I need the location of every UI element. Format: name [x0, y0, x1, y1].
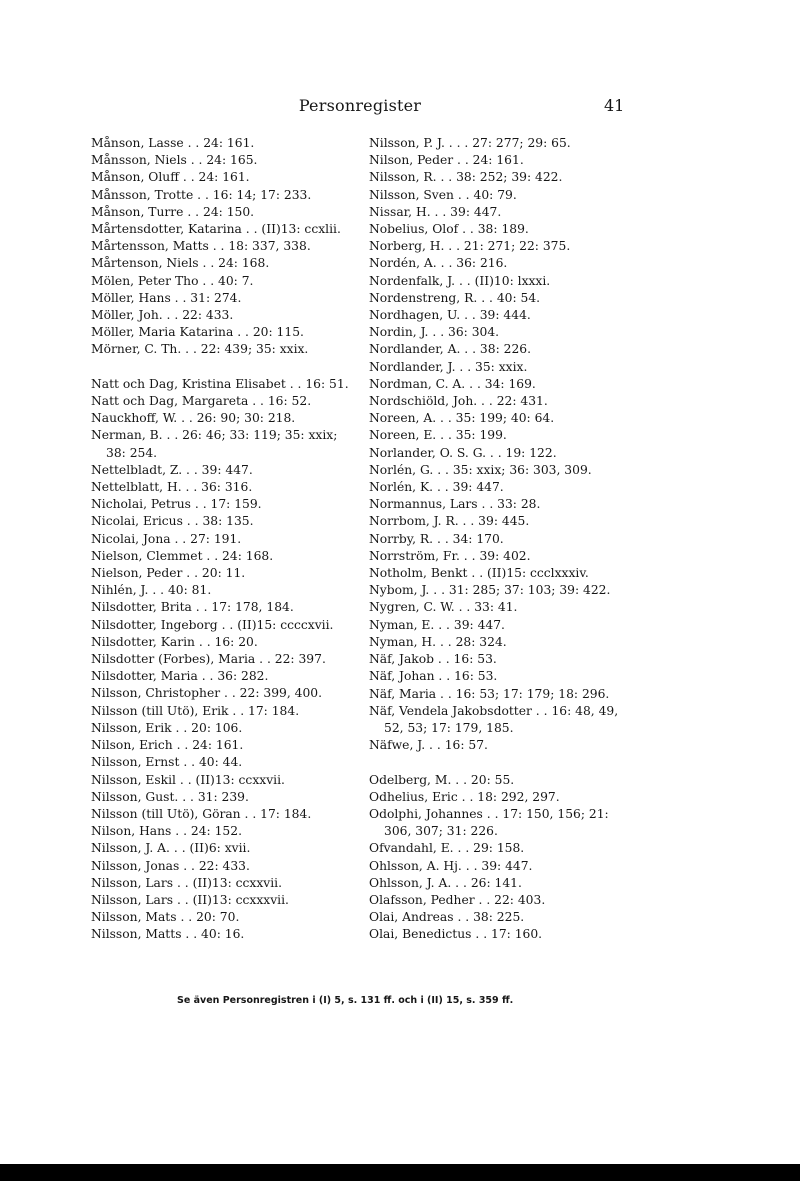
index-entry: Nilson, Erich . . 24: 161. — [91, 738, 244, 753]
index-entry: Odolphi, Johannes . . 17: 150, 156; 21: — [369, 806, 609, 821]
index-entry: Norlén, K. . . 39: 447. — [369, 480, 504, 495]
index-entry: Näf, Jakob . . 16: 53. — [369, 652, 497, 667]
index-entry: Nordlander, A. . . 38: 226. — [369, 342, 532, 357]
index-entry: Noreen, E. . . 35: 199. — [369, 428, 507, 443]
index-entry: Nilsson, Sven . . 40: 79. — [369, 187, 517, 202]
index-entry: Nilsson, Lars . . (II)13: ccxxvii. — [91, 875, 282, 890]
index-entry: Nordén, A. . . 36: 216. — [369, 256, 508, 271]
index-entry: Natt och Dag, Margareta . . 16: 52. — [91, 394, 312, 409]
index-entry: Nettelblatt, H. . . 36: 316. — [91, 480, 253, 495]
index-entry: Möller, Hans . . 31: 274. — [91, 290, 242, 305]
index-entry: Månson, Lasse . . 24: 161. — [91, 136, 255, 150]
index-entry: Månsson, Trotte . . 16: 14; 17: 233. — [91, 187, 312, 202]
index-entry: Nicolai, Jona . . 27: 191. — [91, 531, 242, 546]
index-entry: Mårtenson, Niels . . 24: 168. — [91, 256, 270, 271]
index-entry: Nicolai, Ericus . . 38: 135. — [91, 514, 254, 529]
index-entry: Mårtensson, Matts . . 18: 337, 338. — [91, 239, 311, 254]
index-entry: Nyman, H. . . 28: 324. — [369, 634, 507, 649]
index-entry: Nauckhoff, W. . . 26: 90; 30: 218. — [91, 411, 296, 426]
index-entry: Odelberg, M. . . 20: 55. — [369, 772, 515, 787]
index-entry: Ohlsson, J. A. . . 26: 141. — [369, 875, 522, 890]
index-entry: Månson, Oluff . . 24: 161. — [91, 170, 250, 185]
index-entry: Nygren, C. W. . . 33: 41. — [369, 600, 518, 615]
index-entry: Norlén, G. . . 35: xxix; 36: 303, 309. — [369, 462, 592, 477]
index-entry: Nilsson, Lars . . (II)13: ccxxxvii. — [91, 892, 289, 907]
index-entry: Nielson, Clemmet . . 24: 168. — [91, 548, 274, 563]
index-entry: Nicholai, Petrus . . 17: 159. — [91, 497, 262, 512]
index-entry: Nilsson, P. J. . . . 27: 277; 29: 65. — [369, 136, 571, 150]
index-entry: Olai, Andreas . . 38: 225. — [369, 910, 525, 925]
index-entry: Nihlén, J. . . 40: 81. — [91, 583, 212, 598]
index-entry: Nilsson, Eskil . . (II)13: ccxxvii. — [91, 772, 285, 787]
index-entry: Nordschiöld, Joh. . . 22: 431. — [369, 394, 548, 409]
index-entry: Nilsdotter, Karin . . 16: 20. — [91, 634, 258, 649]
index-entry: Nybom, J. . . 31: 285; 37: 103; 39: 422. — [369, 583, 611, 598]
index-entry: Nilsdotter, Maria . . 36: 282. — [91, 669, 269, 684]
index-entry: Nilsdotter (Forbes), Maria . . 22: 397. — [91, 652, 326, 667]
index-entry: Nilsson, Mats . . 20: 70. — [91, 910, 240, 925]
footnote: Se även Personregistren i (I) 5, s. 131 ff. och i (II) 15, s. 359 ff. — [177, 995, 514, 1006]
index-entry: Nobelius, Olof . . 38: 189. — [369, 222, 529, 237]
index-entry: Nordenfalk, J. . . (II)10: lxxxi. — [369, 273, 551, 288]
index-entry-continuation: 52, 53; 17: 179, 185. — [384, 720, 514, 735]
index-entry: Norrbom, J. R. . . 39: 445. — [369, 514, 530, 529]
index-entry-continuation: 38: 254. — [106, 445, 158, 460]
index-entry: Nilsson, Gust. . . 31: 239. — [91, 789, 249, 804]
index-entry: Nilsson, Christopher . . 22: 399, 400. — [91, 686, 323, 701]
index-entry: Notholm, Benkt . . (II)15: ccclxxxiv. — [369, 566, 589, 581]
index-entry: Nilsson, Erik . . 20: 106. — [91, 720, 243, 735]
index-entry: Mörner, C. Th. . . 22: 439; 35: xxix. — [91, 342, 309, 357]
index-entry: Nyman, E. . . 39: 447. — [369, 617, 505, 632]
scan-border — [0, 1164, 800, 1181]
section-gap — [369, 754, 634, 771]
index-entry: Nilson, Peder . . 24: 161. — [369, 153, 524, 168]
index-entry: Nielson, Peder . . 20: 11. — [91, 566, 246, 581]
index-entry: Ohlsson, A. Hj. . . 39: 447. — [369, 858, 533, 873]
index-entry: Möller, Maria Katarina . . 20: 115. — [91, 325, 304, 340]
section-gap — [91, 359, 361, 376]
index-entry: Månson, Turre . . 24: 150. — [91, 204, 255, 219]
index-entry: Nerman, B. . . 26: 46; 33: 119; 35: xxix; — [91, 428, 338, 443]
index-entry: Nilsdotter, Ingeborg . . (II)15: ccccxvii. — [91, 617, 334, 632]
index-entry: Olai, Benedictus . . 17: 160. — [369, 927, 543, 942]
index-entry: Näf, Vendela Jakobsdotter . . 16: 48, 49, — [369, 703, 619, 718]
index-entry: Nordman, C. A. . . 34: 169. — [369, 376, 536, 391]
index-entry: Norberg, H. . . 21: 271; 22: 375. — [369, 239, 571, 254]
index-entry: Månsson, Niels . . 24: 165. — [91, 153, 258, 168]
index-entry: Noreen, A. . . 35: 199; 40: 64. — [369, 411, 555, 426]
index-entry: Nordin, J. . . 36: 304. — [369, 325, 500, 340]
index-entry: Nilsson, J. A. . . (II)6: xvii. — [91, 841, 251, 856]
index-entry: Möller, Joh. . . 22: 433. — [91, 308, 234, 323]
index-entry: Odhelius, Eric . . 18: 292, 297. — [369, 789, 560, 804]
index-entry: Mårtensdotter, Katarina . . (II)13: ccxlii. — [91, 222, 341, 237]
index-entry: Normannus, Lars . . 33: 28. — [369, 497, 541, 512]
index-entry: Nissar, H. . . 39: 447. — [369, 204, 502, 219]
index-entry: Näf, Maria . . 16: 53; 17: 179; 18: 296. — [369, 686, 610, 701]
index-entry: Nettelbladt, Z. . . 39: 447. — [91, 462, 253, 477]
index-entry-continuation: 306, 307; 31: 226. — [384, 824, 498, 839]
left-column — [91, 135, 361, 944]
index-entry: Näfwe, J. . . 16: 57. — [369, 738, 488, 753]
index-entry: Näf, Johan . . 16: 53. — [369, 669, 498, 684]
index-entry: Nordhagen, U. . . 39: 444. — [369, 308, 531, 323]
page-number: 41 — [604, 96, 625, 115]
index-entry: Norlander, O. S. G. . . 19: 122. — [369, 445, 557, 460]
right-column — [369, 135, 634, 944]
page-title: Personregister — [298, 96, 422, 115]
index-entry: Natt och Dag, Kristina Elisabet . . 16: 51. — [91, 376, 349, 391]
index-entry: Ofvandahl, E. . . 29: 158. — [369, 841, 525, 856]
index-entry: Olafsson, Pedher . . 22: 403. — [369, 892, 546, 907]
index-entry: Nilsson, Matts . . 40: 16. — [91, 927, 245, 942]
index-entry: Norrby, R. . . 34: 170. — [369, 531, 504, 546]
index-entry: Nilson, Hans . . 24: 152. — [91, 824, 242, 839]
index-entry: Nilsson, Jonas . . 22: 433. — [91, 858, 250, 873]
index-entry: Nordlander, J. . . 35: xxix. — [369, 359, 528, 374]
index-entry: Nordenstreng, R. . . 40: 54. — [369, 290, 541, 305]
index-entry: Norrström, Fr. . . 39: 402. — [369, 548, 531, 563]
index-entry: Nilsson (till Utö), Göran . . 17: 184. — [91, 806, 312, 821]
index-entry: Nilsdotter, Brita . . 17: 178, 184. — [91, 600, 294, 615]
index-entry: Mölen, Peter Tho . . 40: 7. — [91, 273, 254, 288]
index-entry: Nilsson, R. . . 38: 252; 39: 422. — [369, 170, 563, 185]
index-entry: Nilsson (till Utö), Erik . . 17: 184. — [91, 703, 300, 718]
index-entry: Nilsson, Ernst . . 40: 44. — [91, 755, 243, 770]
